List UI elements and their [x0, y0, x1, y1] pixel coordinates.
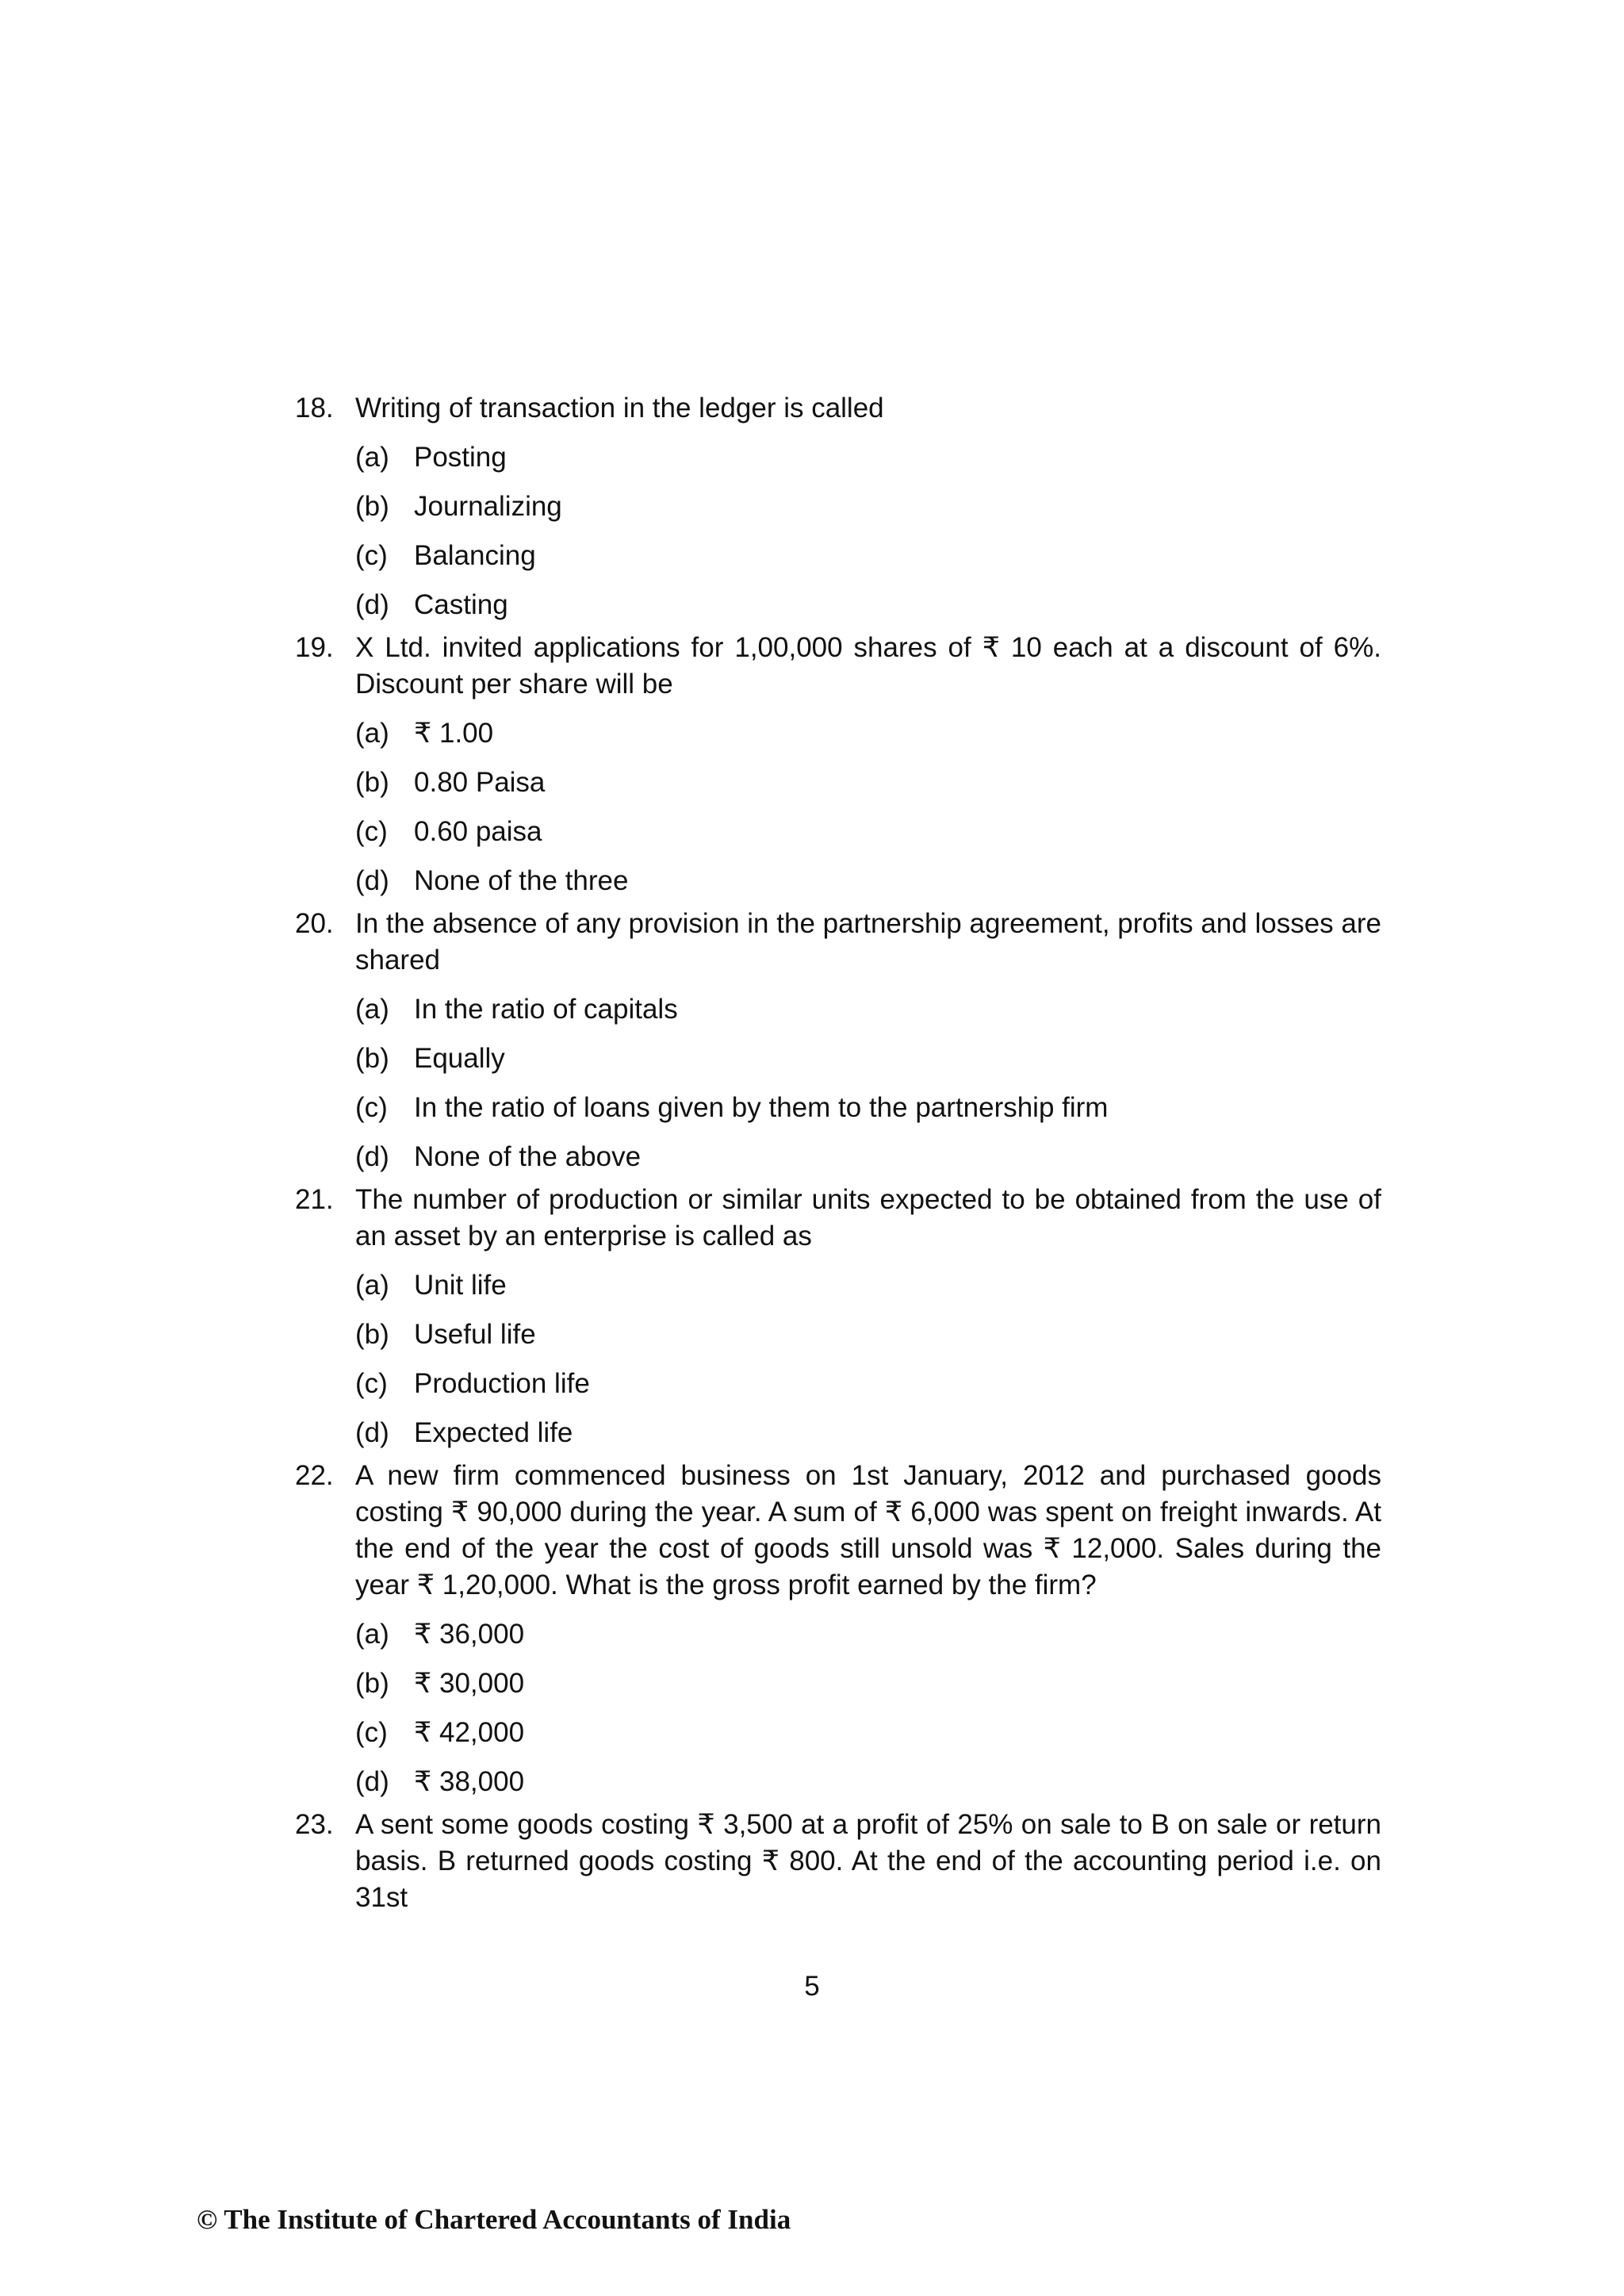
option-a	[355, 439, 1381, 476]
option-d	[355, 1415, 1381, 1451]
option-label: (c)	[355, 816, 388, 847]
question-body	[355, 1182, 1381, 1451]
option-label: (a)	[355, 442, 389, 473]
option-label: (b)	[355, 491, 389, 522]
option-label: (c)	[355, 540, 388, 571]
option-text: Casting	[414, 589, 508, 620]
footer-copyright: © The Institute of Chartered Accountants of India	[197, 2204, 791, 2235]
question-body	[355, 630, 1381, 899]
option-a	[355, 1267, 1381, 1304]
option-text: 0.80 Paisa	[414, 767, 546, 798]
option-a	[355, 991, 1381, 1028]
option-text: None of the three	[414, 865, 629, 896]
option-label: (a)	[355, 1619, 389, 1650]
question-text: Writing of transaction in the ledger is called	[355, 393, 884, 424]
question-number: 18.	[295, 393, 334, 424]
option-label: (b)	[355, 1319, 389, 1350]
option-text: Posting	[414, 442, 507, 473]
option-text: Useful life	[414, 1319, 536, 1350]
option-label: (d)	[355, 865, 389, 896]
question-22	[295, 1458, 1381, 1800]
page-number: 5	[804, 1971, 820, 2002]
option-b	[355, 489, 1381, 525]
option-label: (c)	[355, 1368, 388, 1399]
question-18	[295, 390, 1381, 623]
option-a	[355, 1616, 1381, 1653]
option-label: (d)	[355, 1141, 389, 1172]
option-text: ₹ 42,000	[414, 1717, 525, 1748]
option-d	[355, 1764, 1381, 1800]
question-body	[355, 1807, 1381, 1916]
option-text: Equally	[414, 1043, 505, 1074]
question-body	[355, 906, 1381, 1175]
option-label: (d)	[355, 1417, 389, 1448]
question-body	[355, 390, 1381, 623]
option-c	[355, 538, 1381, 574]
option-text: Journalizing	[414, 491, 562, 522]
option-c	[355, 814, 1381, 850]
question-19	[295, 630, 1381, 899]
option-text: ₹ 38,000	[414, 1766, 525, 1797]
option-d	[355, 587, 1381, 623]
question-23	[295, 1807, 1381, 1916]
option-b	[355, 765, 1381, 801]
option-label: (b)	[355, 1668, 389, 1699]
question-list	[295, 390, 1381, 1916]
option-text: Unit life	[414, 1270, 507, 1301]
question-20	[295, 906, 1381, 1175]
option-label: (a)	[355, 994, 389, 1025]
option-label: (a)	[355, 1270, 389, 1301]
option-b	[355, 1041, 1381, 1077]
option-c	[355, 1715, 1381, 1751]
option-label: (d)	[355, 589, 389, 620]
option-text: Production life	[414, 1368, 590, 1399]
option-label: (a)	[355, 718, 389, 749]
option-d	[355, 1139, 1381, 1175]
option-d	[355, 863, 1381, 899]
option-text: In the ratio of loans given by them to the partnership firm	[414, 1092, 1109, 1123]
option-text: ₹ 1.00	[414, 718, 494, 749]
option-text: Expected life	[414, 1417, 573, 1448]
option-c	[355, 1366, 1381, 1402]
question-body	[355, 1458, 1381, 1800]
option-text: In the ratio of capitals	[414, 994, 678, 1025]
option-label: (b)	[355, 1043, 389, 1074]
question-number: 20.	[295, 908, 334, 939]
question-number: 23.	[295, 1809, 334, 1840]
question-number: 22.	[295, 1460, 334, 1491]
option-b	[355, 1665, 1381, 1702]
question-text: In the absence of any provision in the partnership agreement, profits and losses are shared	[355, 908, 1381, 976]
option-text: Balancing	[414, 540, 536, 571]
option-label: (d)	[355, 1766, 389, 1797]
option-b	[355, 1317, 1381, 1353]
option-text: 0.60 paisa	[414, 816, 542, 847]
option-text: ₹ 36,000	[414, 1619, 525, 1650]
question-text: A new firm commenced business on 1st January, 2012 and purchased goods costing ₹ 90,000 during the year. A sum of ₹ 6,000 was spent on freight inwards. At the end of the year the cost of goods still unsold was ₹ 12,000. Sales during the year ₹ 1,20,000. What is the gross profit earned by the firm?	[355, 1460, 1381, 1600]
option-label: (c)	[355, 1717, 388, 1748]
option-a	[355, 715, 1381, 752]
option-text: ₹ 30,000	[414, 1668, 525, 1699]
question-text: The number of production or similar units expected to be obtained from the use of an asset by an enterprise is called as	[355, 1184, 1381, 1251]
question-text: A sent some goods costing ₹ 3,500 at a profit of 25% on sale to B on sale or return basis. B returned goods costing ₹ 800. At the end of the accounting period i.e. on 31st	[355, 1809, 1381, 1913]
question-21	[295, 1182, 1381, 1451]
option-text: None of the above	[414, 1141, 642, 1172]
question-number: 21.	[295, 1184, 334, 1215]
question-number: 19.	[295, 632, 334, 663]
option-label: (c)	[355, 1092, 388, 1123]
option-c	[355, 1090, 1381, 1126]
question-text: X Ltd. invited applications for 1,00,000 shares of ₹ 10 each at a discount of 6%. Discount per share will be	[355, 632, 1381, 700]
option-label: (b)	[355, 767, 389, 798]
